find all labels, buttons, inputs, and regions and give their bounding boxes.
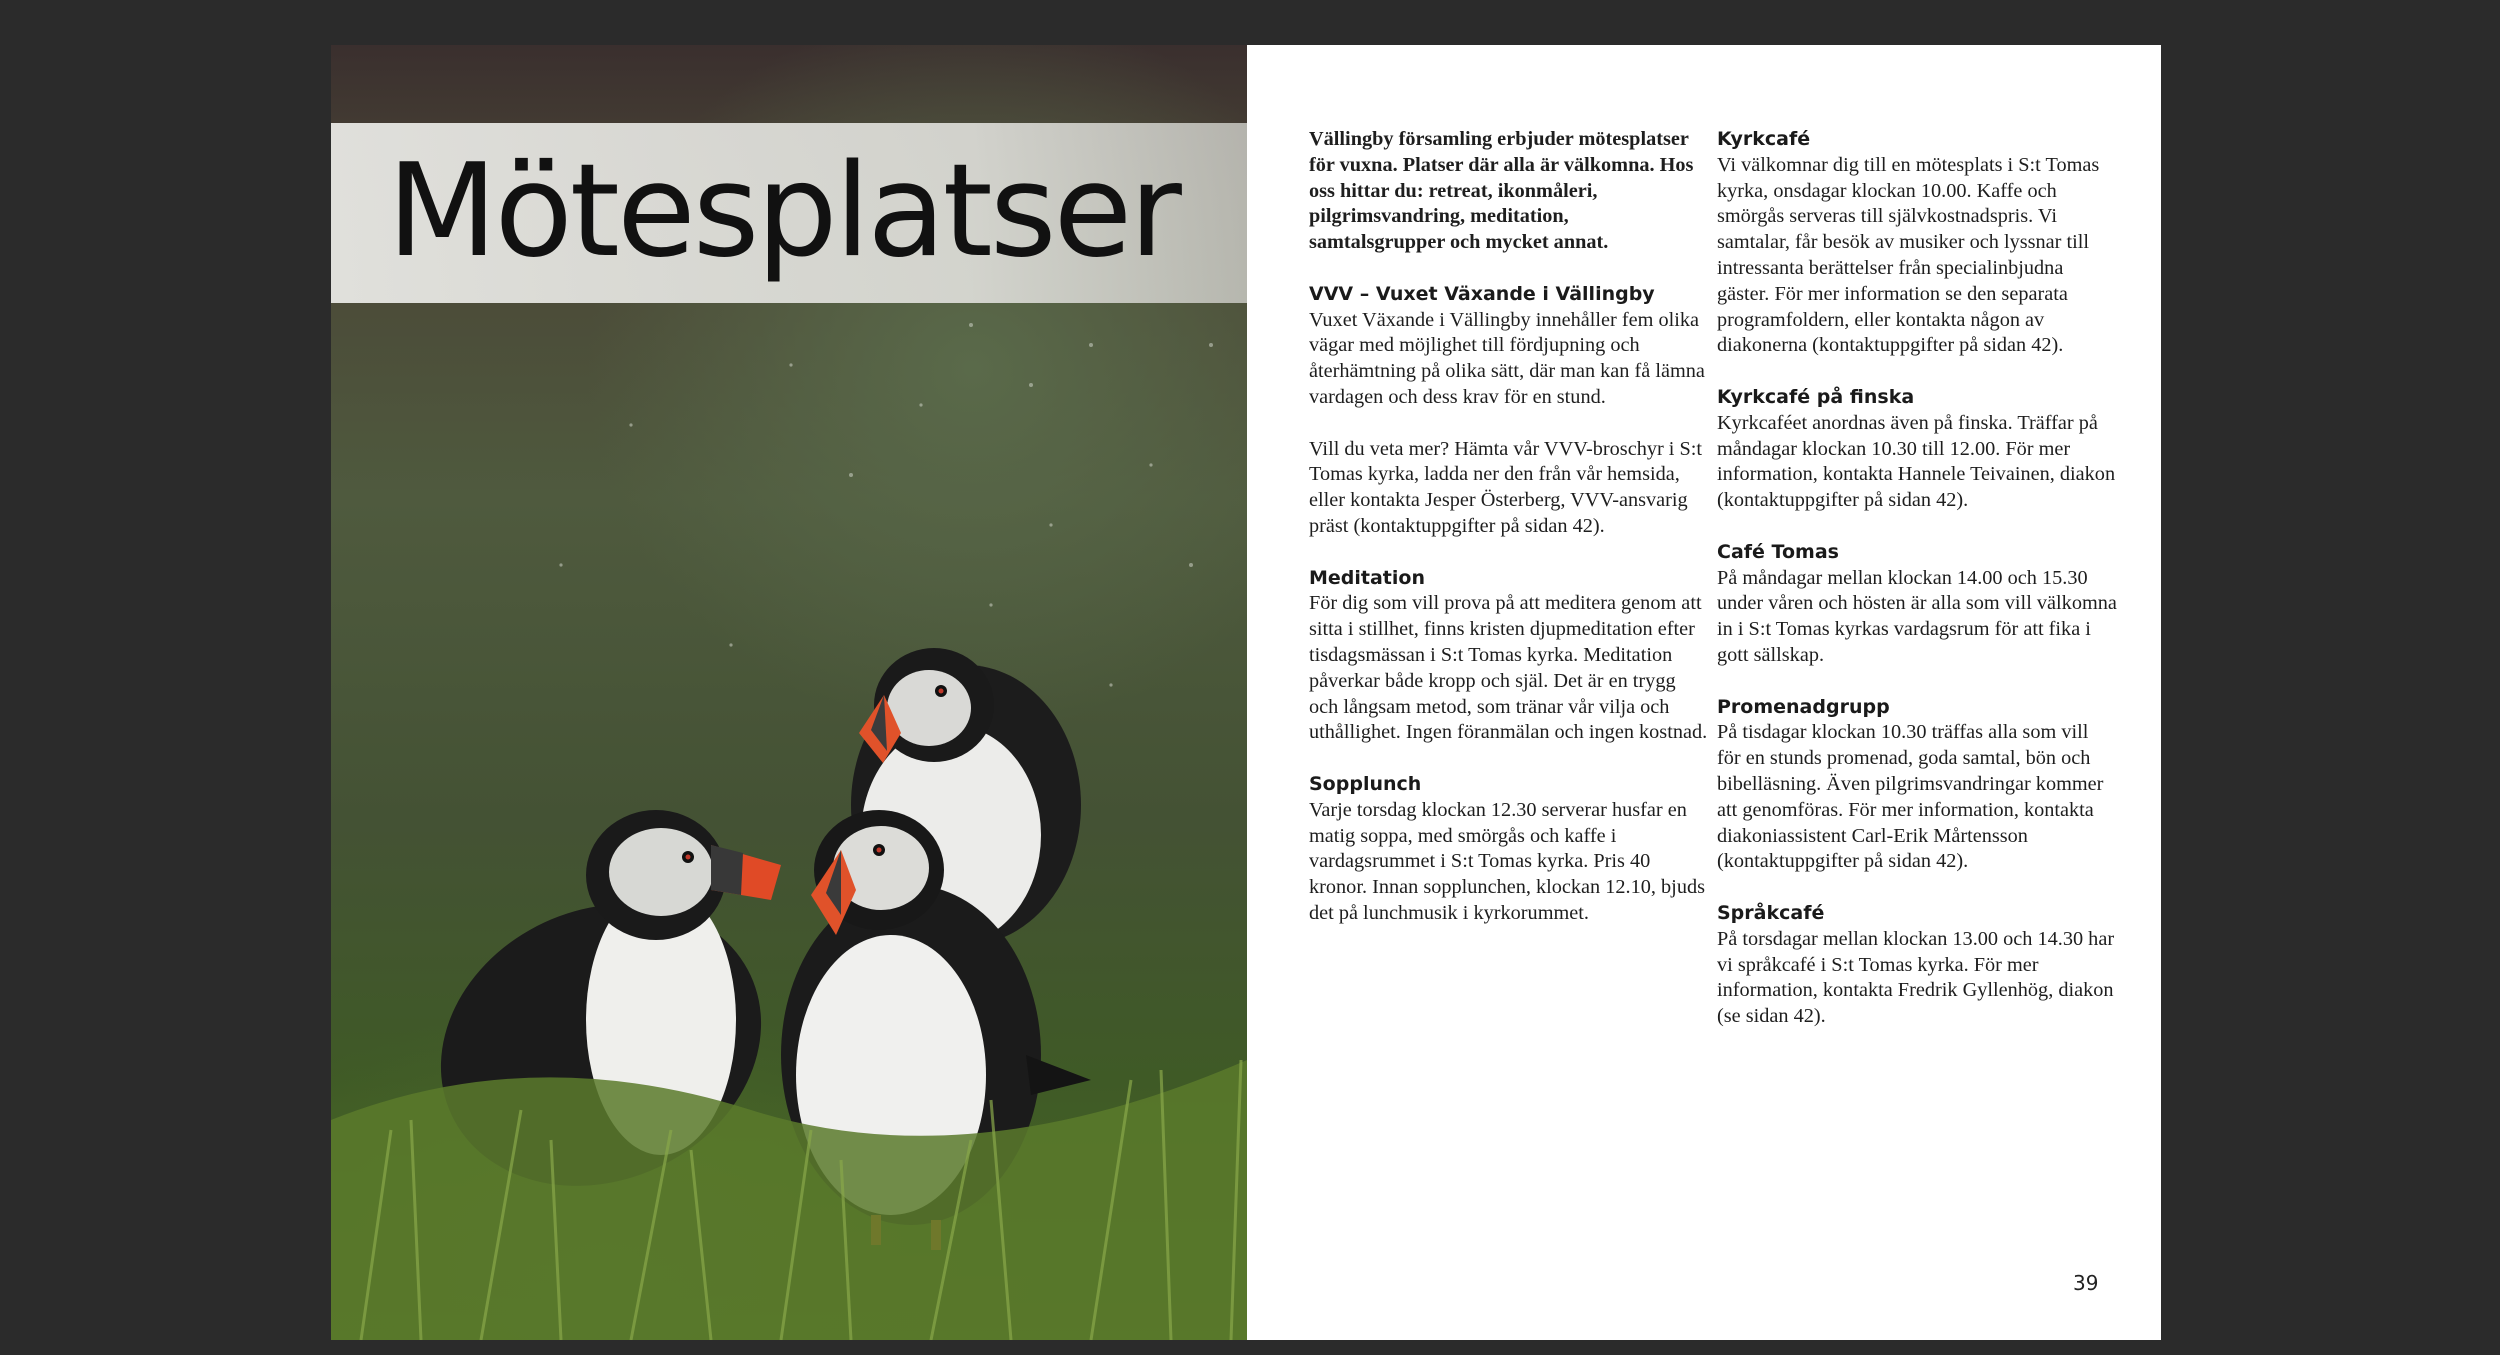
section-heading-cafe-tomas: Café Tomas xyxy=(1717,540,1839,563)
section-heading-kyrkcafe: Kyrkcafé xyxy=(1717,128,1811,150)
puffin-photo xyxy=(331,45,1247,1340)
section-heading-vvv: VVV – Vuxet Växande i Vällingby xyxy=(1309,282,1655,305)
title-band xyxy=(331,123,1247,303)
text-page xyxy=(1247,45,2161,1340)
section-heading-sopplunch: Sopplunch xyxy=(1309,772,1422,795)
section-text: Varje torsdag klockan 12.30 serverar husfar en matig soppa, med smörgås och kaffe i vardagsrummet i S:t Tomas kyrka. Pris 40 kronor. Innan sopplunchen, klockan 12.10, bjuds det på lunchmusik i kyrkorummet. xyxy=(1309,798,1705,924)
document-spread xyxy=(331,45,2161,1340)
section-text: På torsdagar mellan klockan 13.00 och 14.30 har vi språkcafé i S:t Tomas kyrka. För mer information, kontakta Fredrik Gyllenhög, diakon (se sidan 42). xyxy=(1717,927,2115,1028)
grass-foreground xyxy=(331,980,1247,1340)
page-number: 39 xyxy=(2073,1271,2099,1295)
section-text: För dig som vill prova på att meditera genom att sitta i stillhet, finns kristen djupmeditation efter tisdagsmässan i S:t Tomas kyrka. Meditation påverkar både kropp och själ. Det är en trygg och långsam metod, som tränar vår vilja och uthållighet. Ingen föranmälan och ingen kostnad. xyxy=(1309,592,1708,744)
page-title: Mötesplatser xyxy=(387,137,1179,286)
section-text: Vi välkomnar dig till en mötesplats i S:t Tomas kyrka, onsdagar klockan 10.00. Kaffe och smörgås serveras till självkostnadspris. Vi samtalar, får besök av musiker och lyssnar till intressanta berättelser från specialinbjudna gäster. För mer information se den separata programfoldern, eller kontakta någon av diakonerna (kontaktuppgifter på sidan 42). xyxy=(1717,153,2100,357)
section-heading-meditation: Meditation xyxy=(1309,566,1425,589)
section-heading-promenadgrupp: Promenadgrupp xyxy=(1717,695,1890,718)
right-text-column xyxy=(1717,127,2117,1030)
left-text-column xyxy=(1309,127,1709,927)
section-text: Vuxet Växande i Vällingby innehåller fem olika vägar med möjlighet till fördjupning och återhämtning på olika sätt, där man kan få lämna vardagen och dess krav för en stund. xyxy=(1309,308,1705,408)
section-text: På tisdagar klockan 10.30 träffas alla som vill för en stunds promenad, goda samtal, bön och bibelläsning. Även pilgrimsvandringar kommer att genomföras. För mer information, kontakta diakoniassistent Carl-Erik Mårtensson (kontaktuppgifter på sidan 42). xyxy=(1717,721,2104,873)
section-text: Vill du veta mer? Hämta vår VVV-broschyr i S:t Tomas kyrka, ladda ner den från vår hemsida, eller kontakta Jesper Österberg, VVV-ansvarig präst (kontaktuppgifter på sidan 42). xyxy=(1309,437,1703,537)
section-heading-kyrkcafe-finska: Kyrkcafé på finska xyxy=(1717,385,1915,408)
section-text: Kyrkcaféet anordnas även på finska. Träffar på måndagar klockan 10.30 till 12.00. För mer information, kontakta Hannele Teivainen, diakon (kontaktuppgifter på sidan 42). xyxy=(1717,411,2116,512)
section-text: På måndagar mellan klockan 14.00 och 15.30 under våren och hösten är alla som vill välkomna in i S:t Tomas kyrkas vardagsrum för att fika i gott sällskap. xyxy=(1717,566,2117,666)
intro-paragraph: Vällingby församling erbjuder mötesplatser för vuxna. Platser där alla är välkomna. Hos oss hittar du: retreat, ikonmåleri, pilgrimsvandring, meditation, samtalsgrupper och mycket annat. xyxy=(1309,128,1694,254)
section-heading-sprakcafe: Språkcafé xyxy=(1717,901,1825,924)
